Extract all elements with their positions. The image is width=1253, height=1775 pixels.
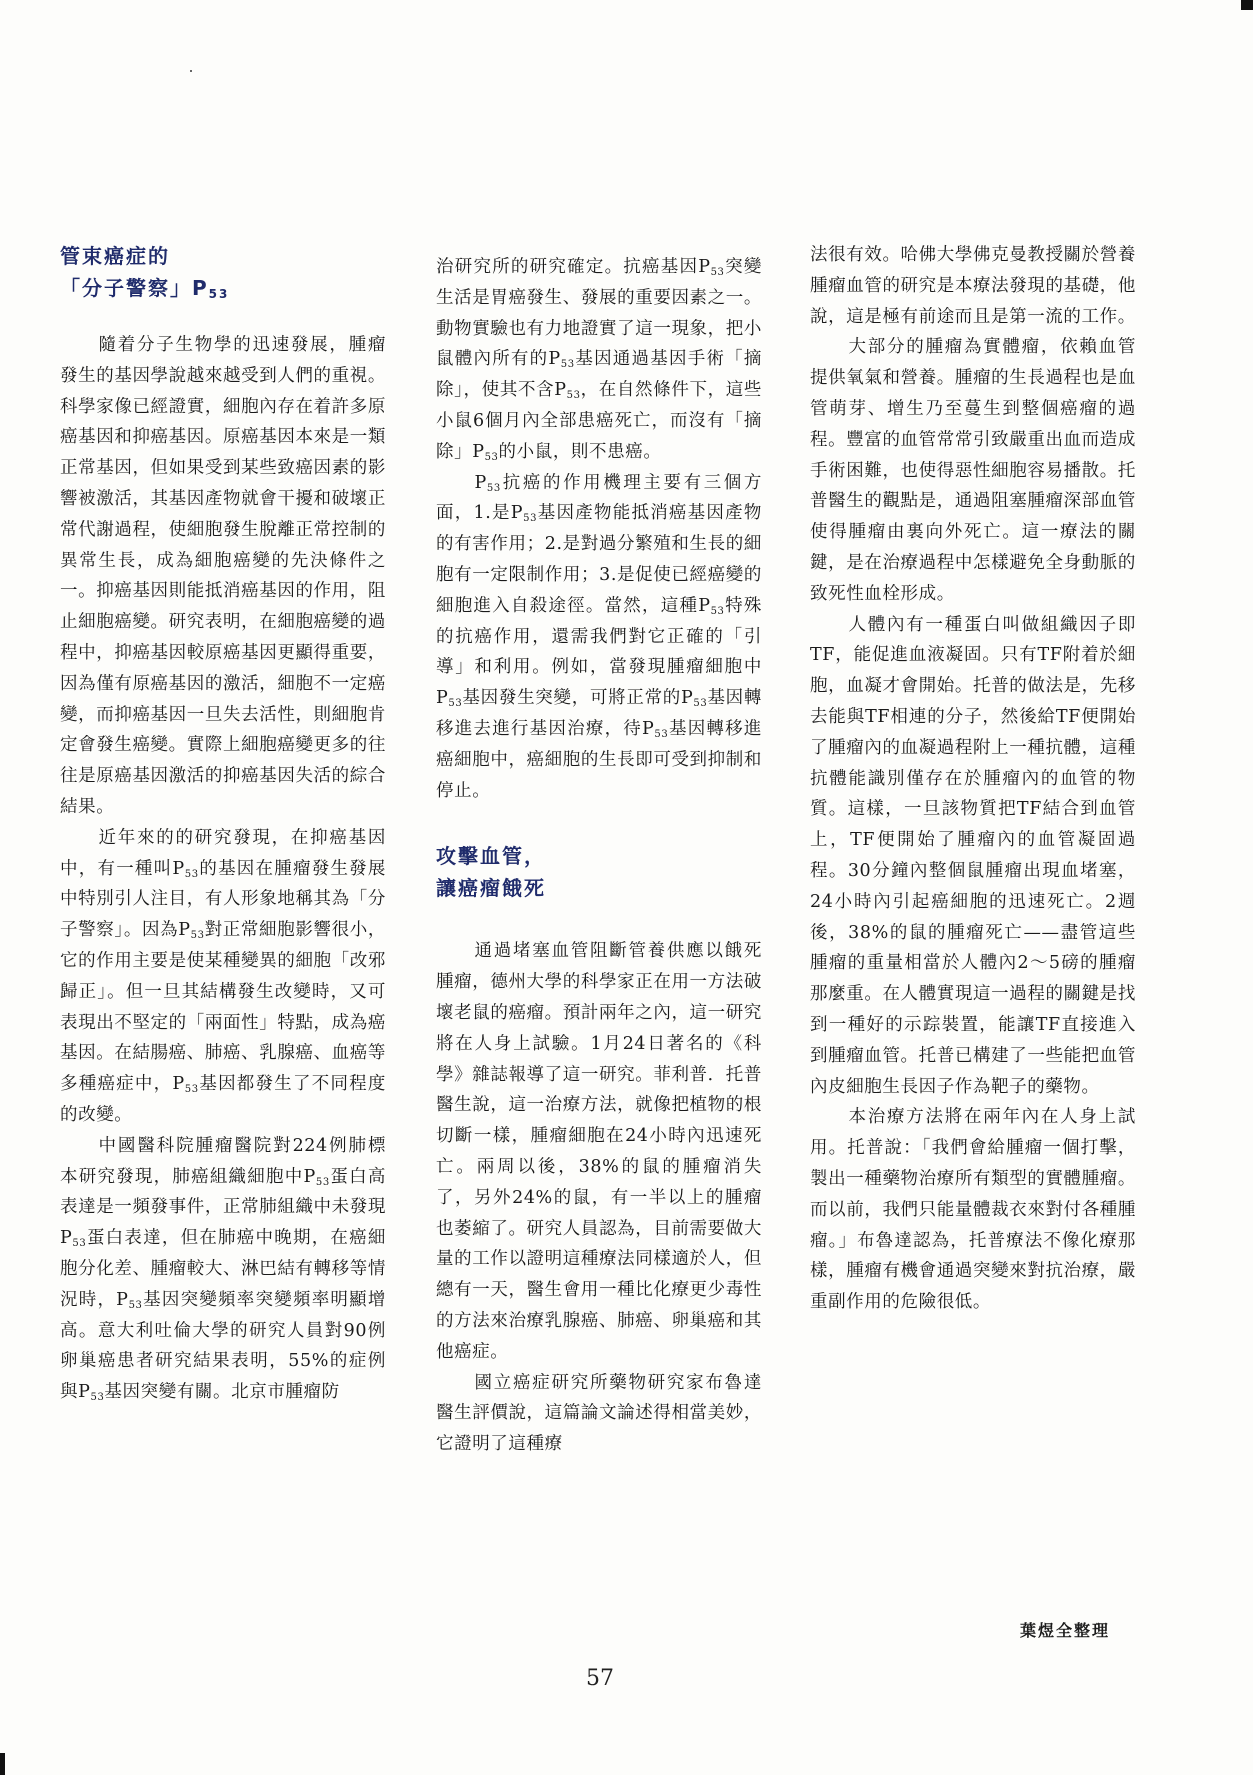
text-run: 抗癌的作用機理主要有三個方面，1.是P (436, 472, 762, 524)
subscript-53: 53 (560, 359, 575, 371)
subscript-53: 53 (523, 513, 538, 525)
text-run: 治研究所的研究確定。抗癌基因P (436, 257, 711, 277)
column-3 (810, 240, 1136, 1318)
subscript-53: 53 (448, 698, 463, 710)
scan-speck (190, 70, 192, 72)
paragraph (60, 1131, 386, 1408)
subscript-53: 53 (184, 868, 199, 880)
subscript-53: 53 (190, 930, 205, 942)
text-run: 基因發生突變，可將正常的P (462, 688, 694, 709)
paragraph: 通過堵塞血管阻斷管養供應以餓死腫瘤，德州大學的科學家正在用一方法破壞老鼠的癌瘤。預計兩年之內，這一研究將在人身上試驗。1月24日著名的《科學》雜誌報導了這一研究。菲利普．托普醫生說，這一治療方法，就像把植物的根切斷一樣，腫瘤細胞在24小時內迅速死亡。兩周以後，38%的鼠的腫瘤消失了，另外24%的鼠，有一半以上的腫瘤也萎縮了。研究人員認為，目前需要做大量的工作以證明這種療法同樣適於人，但總有一天，醫生會用一種比化療更少毒性的方法來治療乳腺癌、肺癌、卵巢癌和其他癌症。 (436, 941, 762, 1362)
scan-edge-mark (0, 1753, 5, 1775)
subscript-53: 53 (90, 1392, 105, 1404)
column-2 (436, 252, 762, 1460)
subscript-53: 53 (208, 287, 230, 301)
subscript-53: 53 (654, 728, 669, 740)
text-run: 蛋白表達，但在肺癌中晚期，在癌細胞分化差、腫瘤較大、淋巴結有轉移等情況時，P (60, 1228, 386, 1310)
section-2-heading (436, 840, 762, 904)
paragraph (60, 823, 386, 1131)
paragraph (436, 252, 762, 468)
text-run: 基因都發生了不同程度的改變。 (60, 1074, 387, 1125)
page-number: 57 (586, 1666, 614, 1691)
subscript-53: 53 (128, 1299, 143, 1311)
subscript-53: 53 (315, 1176, 330, 1188)
text-run: P (474, 472, 487, 493)
subscript-53: 53 (710, 267, 725, 278)
section-1-heading-line2: 「分子警察」P (60, 276, 209, 300)
paragraph: 隨着分子生物學的迅速發展，腫瘤發生的基因學說越來越受到人們的重視。科學家像已經證實，細胞內存在着許多原癌基因和抑癌基因。原癌基因本來是一類正常基因，但如果受到某些致癌因素的影響被激活，其基因產物就會干擾和破壞正常代謝過程，使細胞發生脫離正常控制的異常生長，成為細胞癌變的先決條件之一。抑癌基因則能抵消癌基因的作用，阻止細胞癌變。研究表明，在細胞癌變的過程中，抑癌基因較原癌基因更顯得重要，因為僅有原癌基因的激活，細胞不一定癌變，而抑癌基因一旦失去活性，則細胞肯定會發生癌變。實際上細胞癌變更多的往往是原癌基因激活的抑癌基因失活的綜合結果。 (60, 335, 386, 817)
paragraph: 人體內有一種蛋白叫做組織因子即TF，能促進血液凝固。只有TF附着於細胞，血凝才會開始。托普的做法是，先移去能與TF相連的分子，然後給TF便開始了腫瘤內的血凝過程附上一種抗體，這種抗體能識別僅存在於腫瘤內的血管的物質。這樣，一旦該物質把TF結合到血管上，TF便開始了腫瘤內的血管凝固過程。30分鐘內整個鼠腫瘤出現血堵塞，24小時內引起癌細胞的迅速死亡。2週後，38%的鼠的腫瘤死亡——盡管這些腫瘤的重量相當於人體內2～5磅的腫瘤那麼重。在人體實現這一過程的關鍵是找到一種好的示踪裝置，能讓TF直接進入到腫瘤血管。托普已構建了一些能把血管內皮細胞生長因子作為靶子的藥物。 (810, 614, 1136, 1097)
paragraph: 國立癌症研究所藥物研究家布魯達醫生評價說，這篇論文論述得相當美妙，它證明了這種療 (436, 1372, 762, 1455)
scan-corner-mark (1241, 0, 1253, 10)
paragraph: 本治療方法將在兩年內在人身上試用。托普說：「我們會給腫瘤一個打擊，製出一種藥物治療所有類型的實體腫瘤。而以前，我們只能量體裁衣來對付各種腫瘤。」布魯達認為，托普療法不像化療那樣，腫瘤有機會通過突變來對抗治療，嚴重副作用的危險很低。 (810, 1107, 1136, 1313)
text-run: 的基因在腫瘤發生發展中特別引人注目，有人形象地稱其為「分子警察」。因為P (60, 858, 387, 941)
text-run: 特殊的抗癌作用，還需我們對它正確的「引導」和利用。例如，當發現腫瘤細胞中P (436, 595, 762, 709)
text-run: 的小鼠，則不患癌。 (498, 441, 662, 462)
subscript-53: 53 (484, 451, 499, 463)
column-1 (60, 240, 386, 1408)
text-run: 基因突變頻率突變頻率明顯增高。意大利吐倫大學的研究人員對90例卵巢癌患者研究結果表明，55%的症例與P (60, 1289, 386, 1403)
text-run: ，在自然條件下，這些小鼠6個月內全部患癌死亡，而沒有「摘除」P (436, 380, 763, 462)
subscript-53: 53 (72, 1238, 87, 1250)
text-run: 基因通過基因手術「摘除」，使其不含P (436, 349, 763, 401)
subscript-53: 53 (184, 1084, 199, 1096)
text-run: 基因轉移進癌細胞中，癌細胞的生長即可受到抑制和停止。 (436, 718, 762, 801)
subscript-53: 53 (710, 605, 725, 617)
text-run: 蛋白高表達是一頻發事件，正常肺組織中未發現P (60, 1166, 386, 1249)
section-1-heading (60, 240, 386, 304)
section-2-heading-line1: 攻擊血管， (436, 844, 546, 869)
author-credit: 葉煜全整理 (1020, 1621, 1111, 1640)
paragraph: 大部分的腫瘤為實體瘤，依賴血管提供氧氣和營養。腫瘤的生長過程也是血管萌芽、增生乃至蔓生到整個癌瘤的過程。豐富的血管常常引致嚴重出血而造成手術困難，也使得惡性細胞容易播散。托普醫生的觀點是，通過阻塞腫瘤深部血管使得腫瘤由裏向外死亡。這一療法的關鍵，是在治療過程中怎樣避免全身動脈的致死性血栓形成。 (810, 337, 1136, 604)
paragraph: 法很有效。哈佛大學佛克曼教授關於營養腫瘤血管的研究是本療法發現的基礎，他說，這是極有前途而且是第一流的工作。 (810, 245, 1136, 327)
text-run: 近年來的的研究發現，在抑癌基因中，有一種叫P (60, 827, 386, 879)
text-run: 突變生活是胃癌發生、發展的重要因素之一。動物實驗也有力地證實了這一現象，把小鼠體內所有的P (436, 257, 762, 370)
text-run: 對正常細胞影響很小，它的作用主要是使某種變異的細胞「改邪歸正」。但一旦其結構發生改變時，又可表現出不堅定的「兩面性」特點，成為癌基因。在結腸癌、肺癌、乳腺癌、血癌等多種癌症中，P (60, 920, 387, 1095)
subscript-53: 53 (693, 698, 708, 710)
section-1-heading-line1: 管束癌症的 (60, 244, 170, 268)
text-run: 中國醫科院腫瘤醫院對224例肺標本研究發現，肺癌組織細胞中P (60, 1135, 386, 1187)
paragraph (436, 468, 762, 807)
text-run: 基因突變有關。北京市腫瘤防 (104, 1382, 340, 1403)
subscript-53: 53 (566, 390, 581, 402)
text-run: 基因產物能抵消癌基因產物的有害作用；2.是對過分繁殖和生長的細胞有一定限制作用；3.是促使已經癌變的細胞進入自殺途徑。當然，這種P (436, 503, 763, 616)
text-run: 基因轉移進去進行基因治療，待P (436, 688, 762, 739)
section-2-heading-line2: 讓癌瘤餓死 (436, 876, 546, 901)
subscript-53: 53 (486, 482, 501, 494)
